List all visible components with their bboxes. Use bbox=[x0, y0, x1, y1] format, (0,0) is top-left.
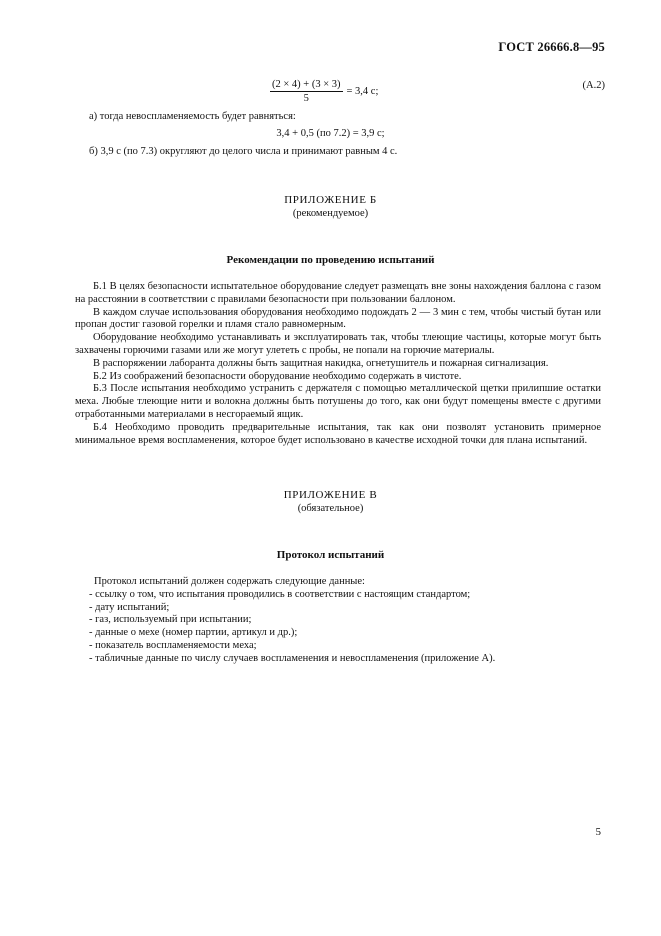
appendix-b-status: (рекомендуемое) bbox=[292, 208, 369, 219]
paragraph-b1-wait: В каждом случае использования оборудования необходимо подождать 2 — 3 мин с тем, чтобы чистый бутан или пропан достиг газовой горелки и пламя стало равномерным. bbox=[75, 306, 601, 331]
list-item: - дату испытаний; bbox=[89, 601, 170, 613]
appendix-b-heading: Рекомендации по проведению испытаний bbox=[226, 254, 435, 266]
appendix-v-list bbox=[89, 576, 609, 666]
item-b-text: б) 3,9 с (по 7.3) округляют до целого числа и принимают равным 4 с. bbox=[89, 146, 398, 157]
formula-denominator: 5 bbox=[303, 93, 309, 104]
list-item: - газ, используемый при испытании; bbox=[89, 614, 252, 626]
paragraph-b1-safety-kit: В распоряжении лаборанта должны быть защитная накидка, огнетушитель и пожарная сигнализация. bbox=[93, 357, 549, 369]
item-a-text: а) тогда невоспламеняемость будет равняться: bbox=[89, 111, 296, 122]
list-intro: Протокол испытаний должен содержать следующие данные: bbox=[94, 576, 365, 587]
paragraph-b1: Б.1 В целях безопасности испытательное оборудование следует размещать вне зоны нахождения баллона с газом на расстоянии в соответствии с правилами безопасности при пользовании баллоном. bbox=[75, 281, 601, 305]
item-a-formula: 3,4 + 0,5 (по 7.2) = 3,9 с; bbox=[276, 128, 385, 139]
page-number: 5 bbox=[595, 826, 601, 838]
formula-a2 bbox=[270, 78, 378, 105]
appendix-b-title: ПРИЛОЖЕНИЕ Б bbox=[284, 194, 377, 206]
appendix-b-body bbox=[75, 281, 601, 447]
appendix-v-heading: Протокол испытаний bbox=[276, 549, 385, 561]
formula-numerator: (2 × 4) + (3 × 3) bbox=[272, 79, 341, 90]
list-item: - данные о мехе (номер партии, артикул и др.); bbox=[89, 627, 298, 639]
formula-result: = 3,4 с; bbox=[346, 86, 379, 97]
list-item: - ссылку о том, что испытания проводились в соответствии с настоящим стандартом; bbox=[89, 588, 471, 600]
list-item: - табличные данные по числу случаев воспламенения и невоспламенения (приложение А). bbox=[89, 652, 496, 664]
formula-fraction bbox=[270, 78, 343, 105]
paragraph-b4: Б.4 Необходимо проводить предварительные испытания, так как они позволят установить примерное минимальное время воспламенения, которое будет использовано в качестве исходной точки для плана испытаний. bbox=[75, 421, 601, 446]
list-item: - показатель воспламеняемости меха; bbox=[89, 639, 257, 651]
appendix-v-status: (обязательное) bbox=[297, 503, 364, 514]
paragraph-b1-equipment: Оборудование необходимо устанавливать и эксплуатировать так, чтобы тлеющие частицы, которые могут быть захвачены горючими газами или же могут улететь с пробы, не попали на горючие материалы. bbox=[75, 332, 601, 356]
document-header-id: ГОСТ 26666.8—95 bbox=[498, 40, 605, 54]
appendix-v-title: ПРИЛОЖЕНИЕ В bbox=[283, 489, 378, 501]
paragraph-b2: Б.2 Из соображений безопасности оборудование необходимо содержать в чистоте. bbox=[93, 370, 462, 382]
paragraph-b3: Б.3 После испытания необходимо устранить с держателя с помощью металлической щетки прилипшие остатки меха. Любые тлеющие нити и волокна должны быть потушены до того, как они будут помещены вместе с другими отработанными материалами в несгораемый ящик. bbox=[75, 383, 601, 420]
equation-number: (А.2) bbox=[582, 80, 605, 91]
